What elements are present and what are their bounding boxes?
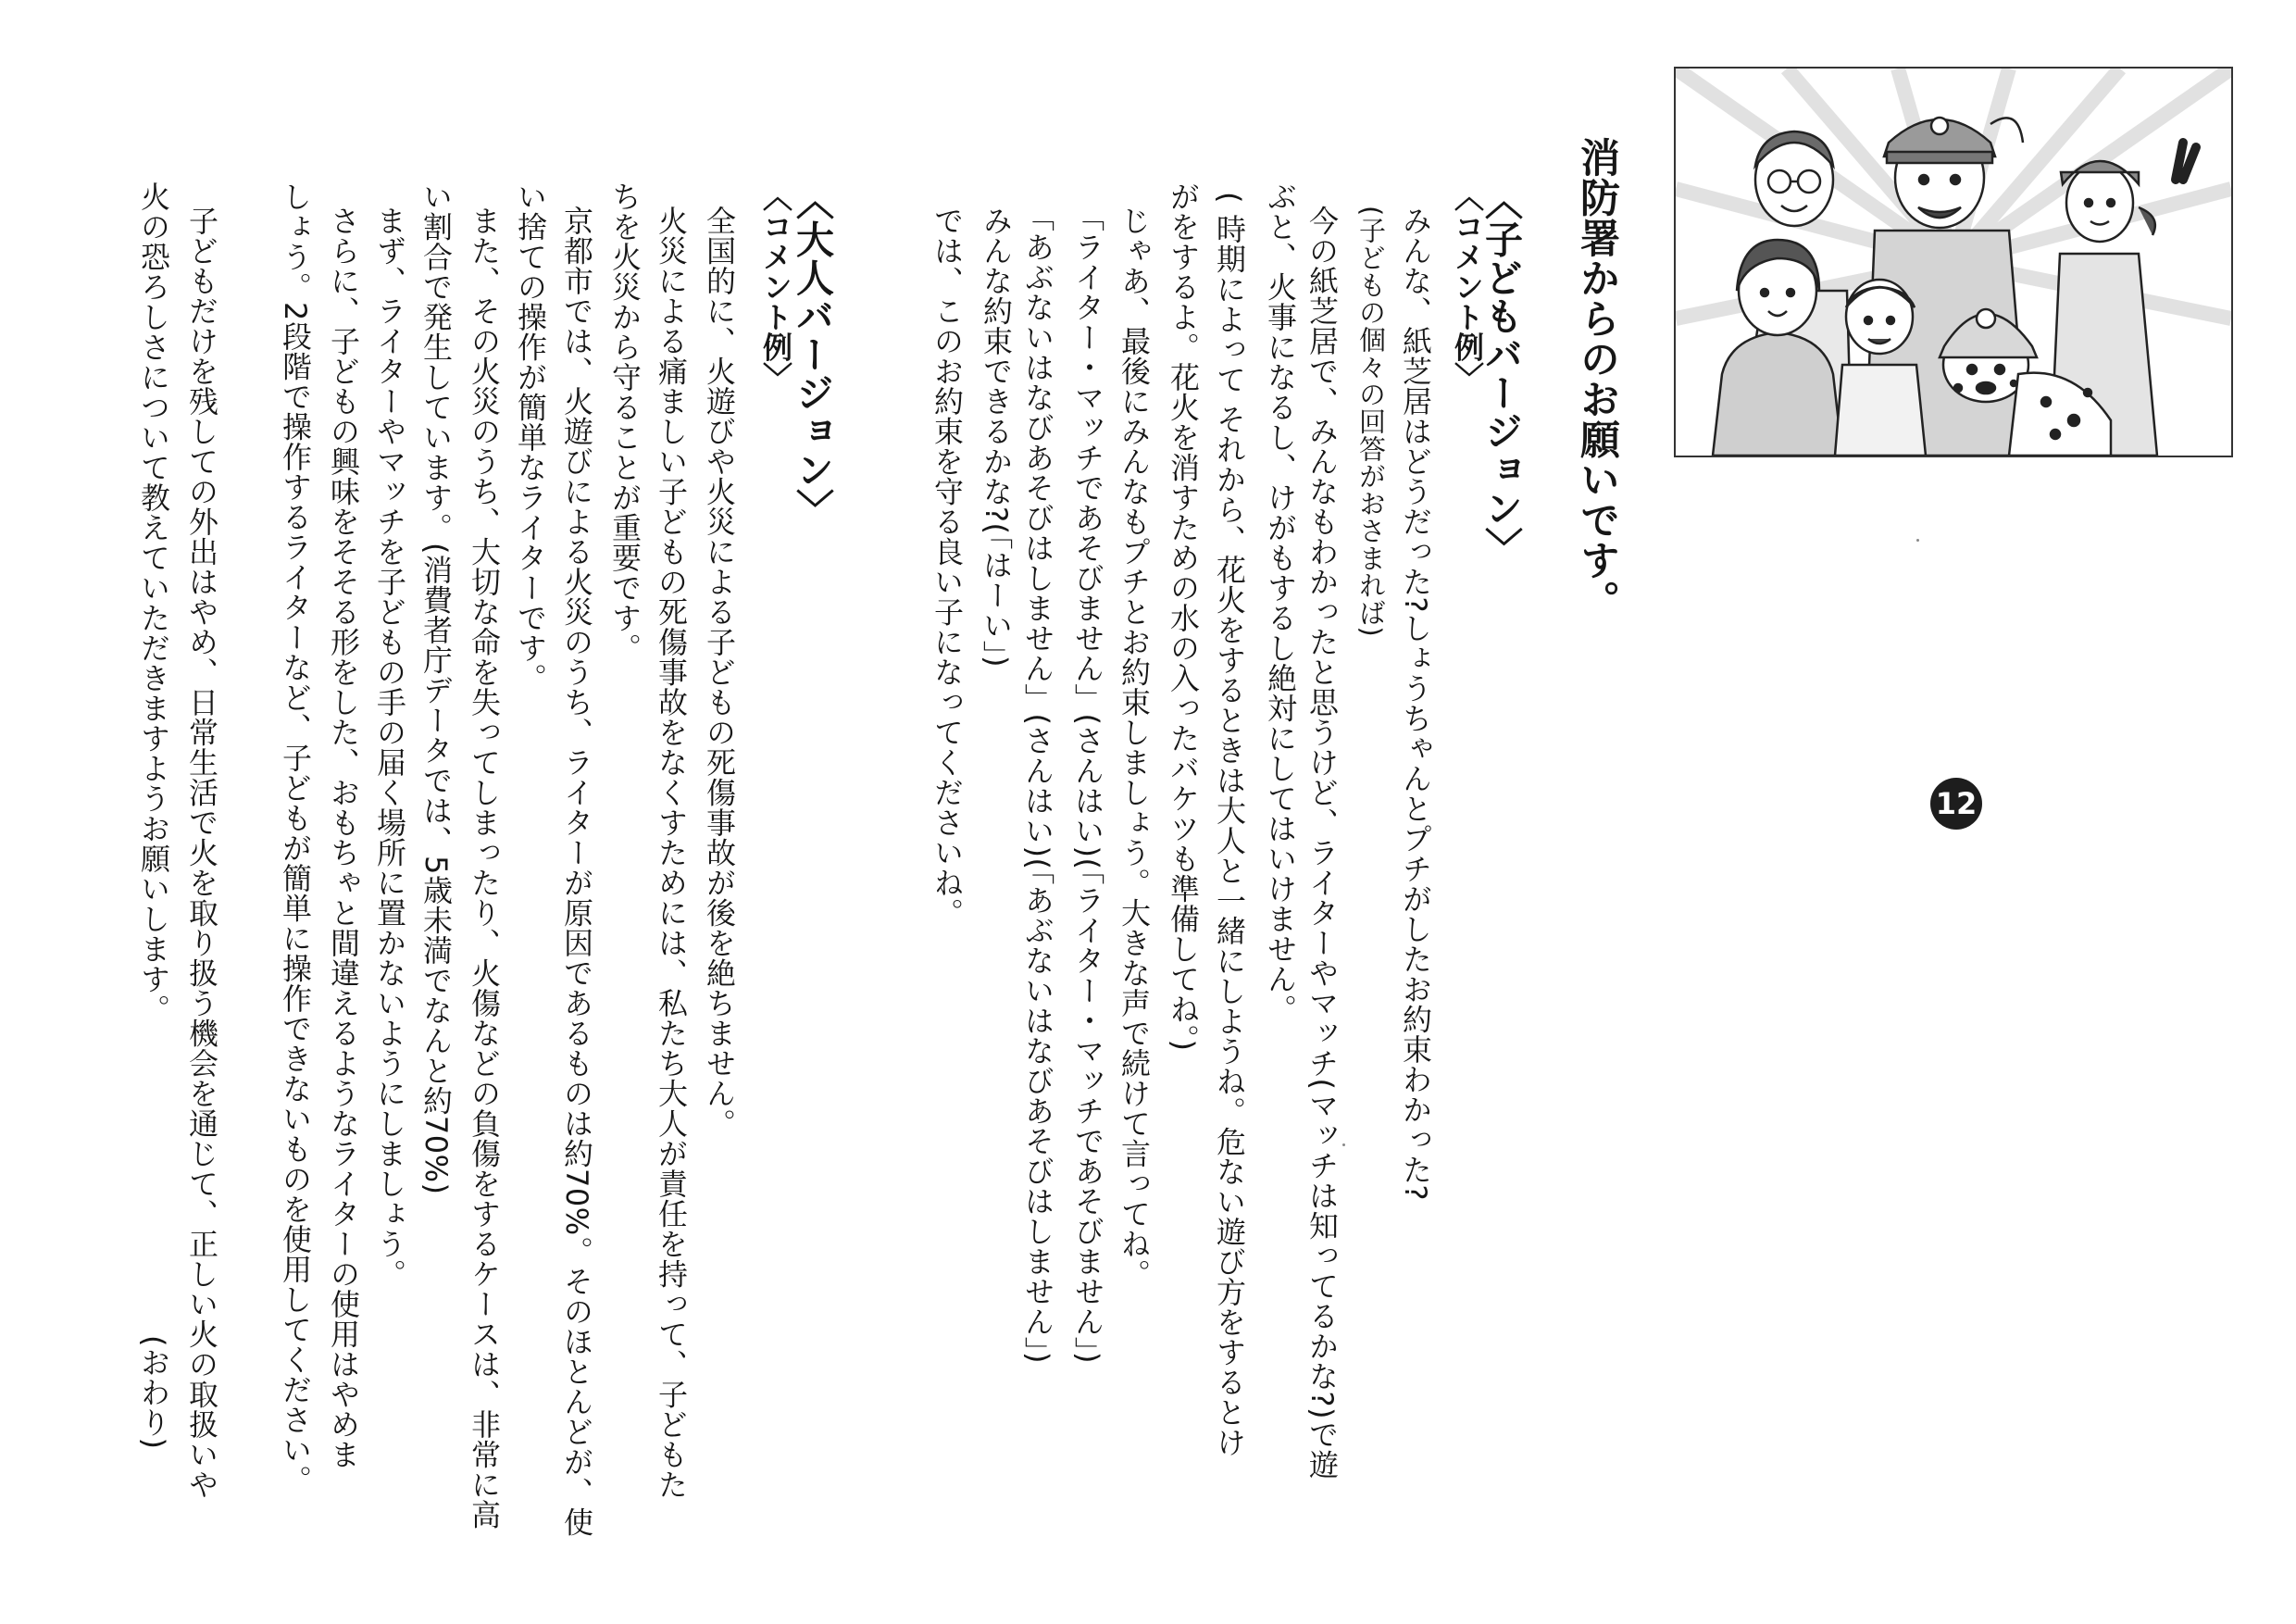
firefighters-family-illustration <box>1674 67 2233 457</box>
kids-version-heading: 〈子どもバージョン〉 <box>1479 181 1523 566</box>
adults-line-3: ちを火災から守ることが重要です。 <box>607 181 643 663</box>
adults-version-heading: 〈大人バージョン〉 <box>790 181 834 528</box>
kids-line-2: (子どもの個々の回答がおさまれば) <box>1355 206 1387 638</box>
kids-line-4: ぶと、火事になるし、けがもするし絶対にしてはいけません。 <box>1263 181 1298 1024</box>
firefighters-family-illustration-icon <box>1676 69 2231 456</box>
adults-line-2: 火災による痛ましい子どもの死傷事故をなくすためには、私たち大人が責任を持って、子どもた <box>654 206 689 1500</box>
kids-line-11: では、このお約束を守る良い子になってくださいね。 <box>930 206 965 928</box>
scan-dot <box>1342 1143 1345 1146</box>
kids-line-8: 「ライター・マッチであそびません」(さんはい)(「ライター・マッチであそびません」) <box>1070 202 1105 1364</box>
kids-line-6: がをするよ。花火を消すための水の入ったバケツも準備してね。) <box>1166 181 1201 1052</box>
kids-line-10: みんな約束できるかな?(「はーい」) <box>979 206 1014 668</box>
page-title: 消防署からのお願いです。 <box>1574 137 1620 620</box>
adults-closing: (おわり) <box>136 1335 171 1450</box>
kids-comment-label: 〈コメント例〉 <box>1450 181 1485 393</box>
adults-line-6: また、その火災のうち、大切な命を失ってしまったり、火傷などの負傷をするケースは、非常に高 <box>467 206 502 1530</box>
scan-dot <box>1916 539 1919 542</box>
kids-line-1: みんな、紙芝居はどうだった?しょうちゃんとプチがしたお約束わかった? <box>1398 206 1433 1201</box>
adults-line-7: い割合で発生しています。(消費者庁データでは、5歳未満でなんと約70%) <box>418 181 454 1195</box>
kids-line-7: じゃあ、最後にみんなもプチとお約束しましょう。大きな声で続けて言ってね。 <box>1117 206 1152 1289</box>
adults-line-12: 火の恐ろしさについて教えていただきますようお願いします。 <box>136 181 171 1024</box>
adults-line-9: さらに、子どもの興味をそそる形をした、おもちゃと間違えるようなライターの使用はやめま <box>326 206 361 1469</box>
adults-line-8: まず、ライターやマッチを子どもの手の届く場所に置かないようにしましょう。 <box>372 206 407 1289</box>
adults-comment-label: 〈コメント例〉 <box>758 181 793 393</box>
kids-line-3: 今の紙芝居で、みんなもわかったと思うけど、ライターやマッチ(マッチは知ってるかな?)で遊 <box>1304 206 1340 1480</box>
adults-line-11: 子どもだけを残しての外出はやめ、日常生活で火を取り扱う機会を通じて、正しい火の取扱いや <box>184 206 219 1500</box>
adults-line-1: 全国的に、火遊びや火災による子どもの死傷事故が後を絶ちません。 <box>702 206 737 1139</box>
page-number-badge: 12 <box>1930 778 1982 830</box>
adults-line-5: い捨ての操作が簡単なライターです。 <box>513 181 548 693</box>
adults-line-10: しょう。2段階で操作するライターなど、子どもが簡単に操作できないものを使用してください。 <box>278 181 313 1495</box>
kids-line-5: ( 時期によって それから、花火をするときは大人と一緒にしようね。危ない遊び方をするとけ <box>1212 192 1247 1457</box>
adults-line-4: 京都市では、火遊びによる火災のうち、ライターが原因であるものは約70%。そのほとんどが、使 <box>559 206 594 1537</box>
kids-line-9: 「あぶないはなびあそびはしません」(さんはい)(「あぶないはなびあそびはしません」) <box>1020 202 1055 1364</box>
